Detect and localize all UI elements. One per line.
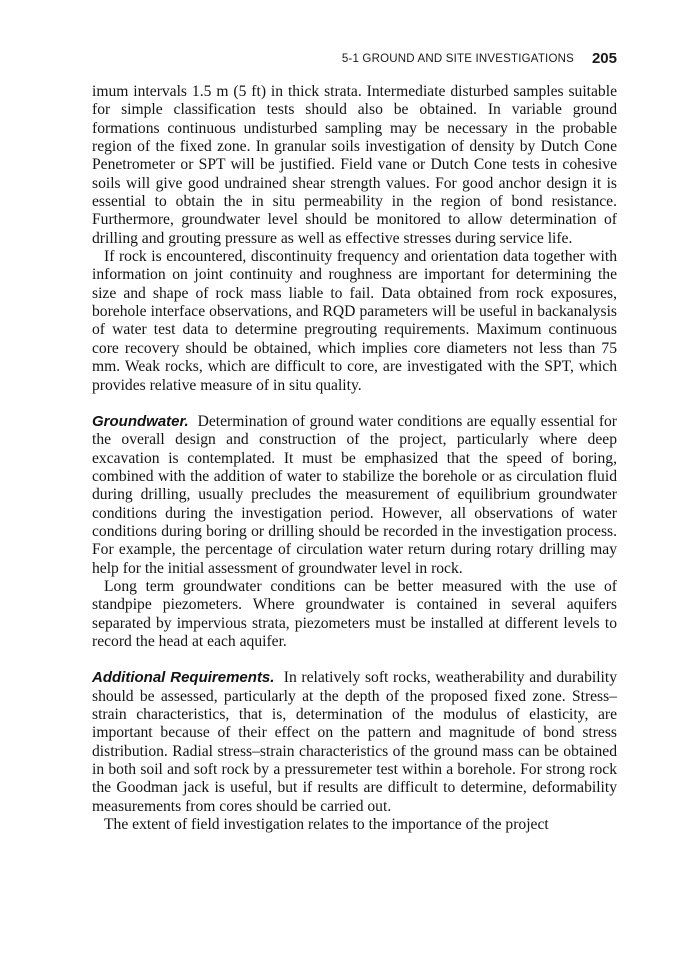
paragraph (92, 413, 617, 578)
running-head (92, 50, 617, 68)
paragraph-text: The extent of field investigation relates to the importance of the project (104, 816, 549, 834)
paragraph-text: Long term groundwater conditions can be better measured with the use of standpipe piezometers. Where groundwater is contained in several aquifers separated by impervious strata, piezometers must be installed at different levels to record the head at each aquifer. (92, 577, 617, 650)
paragraph (92, 578, 617, 651)
paragraph-text: If rock is encountered, discontinuity frequency and orientation data together with information on joint continuity and roughness are important for determining the size and shape of rock mass liable to fail. Data obtained from rock exposures, borehole interface observations, and RQD parameters will be useful in backanalysis of water test data to determine pregrouting requirements. Maximum continuous core recovery should be obtained, which implies core diameters not less than 75 mm. Weak rocks, which are difficult to core, are investigated with the SPT, which provides relative measure of in situ quality. (92, 248, 617, 394)
paragraph (92, 816, 617, 834)
paragraph-text: imum intervals 1.5 m (5 ft) in thick strata. Intermediate disturbed samples suitable for simple classification tests should also be obtained. In variable ground formations continuous undisturbed sampling may be necessary in the probable region of the fixed zone. In granular soils investigation of density by Dutch Cone Penetrometer or SPT will be justified. Field vane or Dutch Cone tests in cohesive soils will give good undrained shear strength values. For good anchor design it is essential to obtain the in situ permeability in the region of bond resistance. Furthermore, groundwater level should be monitored to allow determination of drilling and grouting pressure as well as effective stresses during service life. (92, 83, 617, 247)
paragraph-text: Determination of ground water conditions are equally essential for the overall design and construction of the project, particularly where deep excavation is contemplated. It must be emphasized that the speed of boring, combined with the addition of water to stabilize the borehole or as circulation fluid during drilling, usually precludes the measurement of equilibrium groundwater conditions during the investigation period. However, all observations of water conditions during boring or drilling should be recorded in the investigation process. For example, the percentage of circulation water return during rotary drilling may help for the initial assessment of groundwater level in rock. (92, 412, 617, 577)
body-text (92, 83, 617, 834)
paragraph (92, 669, 617, 816)
running-head-section-title: 5-1 GROUND AND SITE INVESTIGATIONS (341, 53, 574, 65)
paragraph-text: In relatively soft rocks, weatherability and durability should be assessed, particularly at the depth of the proposed fixed zone. Stress–strain characteristics, that is, determination of the modulus of elasticity, are important because of their effect on the pattern and magnitude of bond stress distribution. Radial stress–strain characteristics of the ground mass can be obtained in both soil and soft rock by a pressuremeter test within a borehole. For strong rock the Goodman jack is useful, but if results are difficult to determine, deformability measurements from cores should be carried out. (92, 669, 618, 815)
paragraph (92, 248, 617, 395)
run-in-heading-additional-requirements: Additional Requirements. (92, 669, 275, 687)
paragraph (92, 83, 617, 248)
page-number: 205 (591, 50, 617, 67)
run-in-heading-groundwater: Groundwater. (92, 412, 189, 430)
